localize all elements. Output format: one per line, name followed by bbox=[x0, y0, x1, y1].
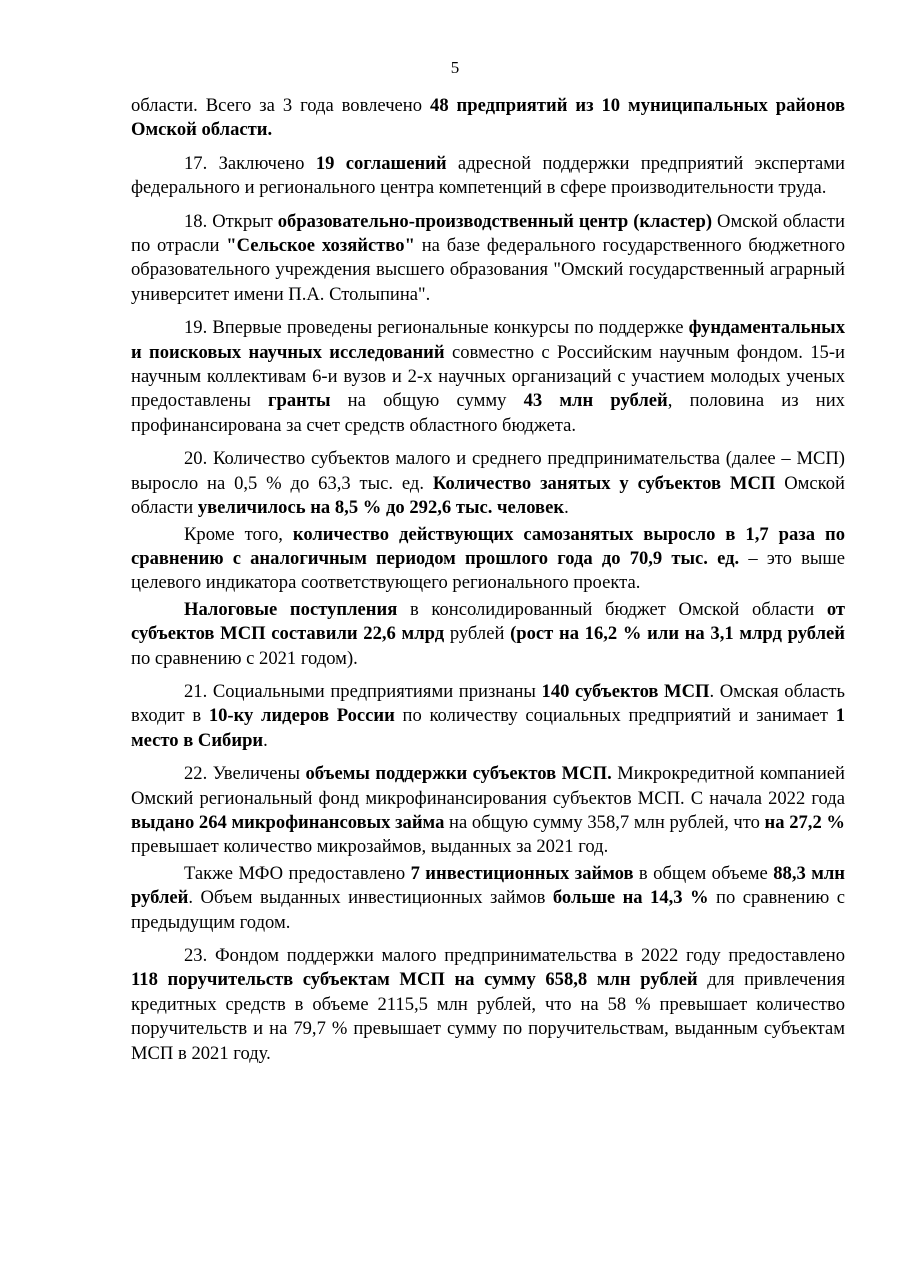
text-run: Омской области по отрасли bbox=[131, 210, 845, 257]
bold-text-run: фундаментальных и поисковых научных исследований bbox=[131, 317, 845, 363]
bold-text-run: 7 инвестиционных займов bbox=[410, 862, 634, 884]
bold-text-run: 10-ку лидеров России bbox=[208, 705, 395, 727]
bold-text-run: 43 млн рублей bbox=[523, 390, 668, 412]
bold-text-run: 1 место в Сибири bbox=[131, 705, 845, 751]
text-run: Кроме того, bbox=[184, 523, 293, 545]
bold-text-run: 19 соглашений bbox=[315, 152, 447, 174]
bold-text-run: увеличилось на 8,5 % до 292,6 тыс. человек bbox=[197, 497, 565, 519]
text-run: в общем объеме bbox=[633, 862, 774, 884]
text-run: по сравнению с предыдущим годом. bbox=[131, 887, 845, 933]
text-run: адресной поддержки предприятий экспертами федерального и регионального центра компетенций в сфере производительности труда. bbox=[131, 152, 845, 199]
bold-text-run: гранты bbox=[268, 390, 331, 412]
paragraph-22-investment-loans bbox=[131, 862, 845, 935]
text-run: по количеству социальных предприятий и занимает bbox=[394, 705, 836, 727]
bold-text-run: Количество занятых у субъектов МСП bbox=[432, 472, 776, 494]
text-run: 17. Заключено bbox=[184, 152, 316, 174]
text-run: 19. Впервые проведены региональные конкурсы по поддержке bbox=[184, 317, 689, 339]
bold-text-run: 88,3 млн рублей bbox=[131, 862, 846, 909]
paragraph-22 bbox=[131, 762, 845, 860]
text-run: на общую сумму 358,7 млн рублей, что bbox=[444, 811, 765, 833]
paragraph-continuation bbox=[131, 94, 845, 143]
paragraph-20 bbox=[131, 447, 845, 520]
text-run: Микрокредитной компанией Омский региональный фонд микрофинансирования субъектов МСП. С начала 2022 года bbox=[131, 763, 845, 809]
bold-text-run: объемы поддержки субъектов МСП. bbox=[305, 763, 612, 785]
paragraph-21 bbox=[131, 680, 845, 753]
bold-text-run: "Сельское хозяйство" bbox=[226, 235, 415, 257]
paragraph-17 bbox=[131, 152, 845, 201]
text-run: по сравнению с 2021 годом). bbox=[131, 647, 358, 669]
page-number: 5 bbox=[450, 58, 460, 77]
text-run: превышает количество микрозаймов, выданных за 2021 год. bbox=[131, 836, 609, 858]
text-run: 23. Фондом поддержки малого предпринимательства в 2022 году предоставлено bbox=[184, 945, 845, 966]
bold-text-run: выдано 264 микрофинансовых займа bbox=[131, 811, 445, 833]
text-run: рублей bbox=[444, 623, 511, 645]
paragraph-18 bbox=[131, 210, 845, 308]
text-run: . Объем выданных инвестиционных займов bbox=[188, 887, 553, 909]
paragraph-20-self-employed bbox=[131, 523, 845, 596]
paragraph-23 bbox=[131, 944, 845, 1066]
paragraph-20-tax-revenue bbox=[131, 598, 845, 671]
text-run: области. Всего за 3 года вовлечено bbox=[131, 95, 431, 116]
bold-text-run: от субъектов МСП составили 22,6 млрд bbox=[131, 598, 845, 645]
text-run: . Омская область входит в bbox=[131, 680, 845, 727]
text-run: , половина из них профинансирована за счет средств областного бюджета. bbox=[131, 390, 845, 436]
text-run: Также МФО предоставлено bbox=[184, 862, 411, 884]
bold-text-run: количество действующих самозанятых выросло в 1,7 раза по сравнению с аналогичным периодом прошлого года до 70,9 тыс. ед. bbox=[131, 523, 845, 569]
text-run: . bbox=[263, 729, 268, 751]
bold-text-run: (рост на 16,2 % или на 3,1 млрд рублей bbox=[510, 623, 845, 645]
bold-text-run: 118 поручительств субъектам МСП на сумму 658,8 млн рублей bbox=[131, 969, 698, 991]
text-run: в консолидированный бюджет Омской области bbox=[397, 598, 827, 620]
text-run: 21. Социальными предприятиями признаны bbox=[184, 680, 542, 702]
bold-text-run: Налоговые поступления bbox=[184, 598, 398, 620]
text-run: 22. Увеличены bbox=[184, 763, 306, 785]
document-body bbox=[131, 94, 845, 1066]
text-run: на общую сумму bbox=[330, 390, 524, 412]
text-run: совместно с Российским научным фондом. 15-и научным коллективам 6-и вузов и 2-х научных организаций с участием молодых ученых предоставлены bbox=[131, 341, 846, 412]
paragraph-19 bbox=[131, 316, 845, 438]
text-run: Омской области bbox=[131, 472, 846, 519]
text-run: – это выше целевого индикатора соответствующего регионального проекта. bbox=[131, 547, 845, 594]
bold-text-run: образовательно-производственный центр (кластер) bbox=[277, 210, 713, 232]
text-run: на базе федерального государственного бюджетного образовательного учреждения высшего образования "Омский государственный аграрный университет имени П.А. Столыпина". bbox=[131, 235, 845, 305]
bold-text-run: 48 предприятий из 10 муниципальных районов Омской области. bbox=[131, 95, 845, 141]
text-run: . bbox=[564, 497, 569, 519]
bold-text-run: больше на 14,3 % bbox=[552, 887, 709, 909]
bold-text-run: 140 субъектов МСП bbox=[541, 680, 710, 702]
text-run: для привлечения кредитных средств в объеме 2115,5 млн рублей, что на 58 % превышает количество поручительств и на 79,7 % превышает сумму по поручительствам, выданным субъектам МСП в 2021 году. bbox=[131, 969, 845, 1064]
text-run: 20. Количество субъектов малого и среднего предпринимательства (далее – МСП) выросло на 0,5 % до 63,3 тыс. ед. bbox=[131, 448, 845, 494]
bold-text-run: на 27,2 % bbox=[764, 811, 845, 833]
text-run: 18. Открыт bbox=[184, 210, 278, 232]
